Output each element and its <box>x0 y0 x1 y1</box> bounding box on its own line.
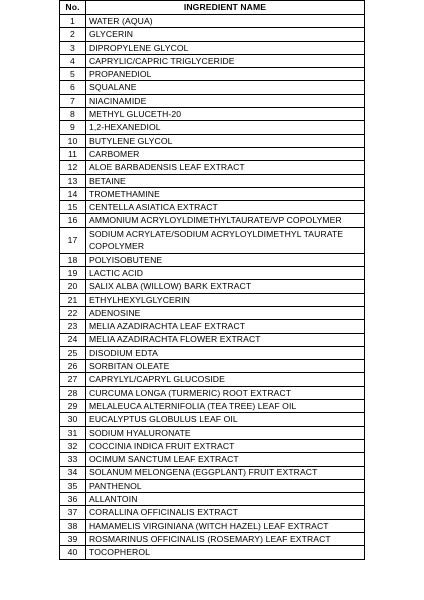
row-number: 11 <box>60 147 86 160</box>
header-ingredient-name: INGREDIENT NAME <box>86 1 365 15</box>
table-row <box>60 426 365 439</box>
table-row <box>60 333 365 346</box>
row-number: 25 <box>60 346 86 359</box>
row-number: 5 <box>60 68 86 81</box>
row-number: 31 <box>60 426 86 439</box>
table-row <box>60 147 365 160</box>
ingredient-name: BUTYLENE GLYCOL <box>86 134 365 147</box>
ingredient-name: SODIUM HYALURONATE <box>86 426 365 439</box>
ingredient-name: CAPRYLIC/CAPRIC TRIGLYCERIDE <box>86 54 365 67</box>
table-row <box>60 346 365 359</box>
table-row <box>60 94 365 107</box>
ingredient-name: TOCOPHEROL <box>86 546 365 559</box>
table-row <box>60 546 365 559</box>
ingredient-name: ADENOSINE <box>86 306 365 319</box>
row-number: 21 <box>60 293 86 306</box>
table-row <box>60 28 365 41</box>
header-no: No. <box>60 1 86 15</box>
table-row <box>60 466 365 479</box>
table-row <box>60 386 365 399</box>
table-row <box>60 519 365 532</box>
table-row <box>60 360 365 373</box>
ingredient-name: PROPANEDIOL <box>86 68 365 81</box>
table-header-row <box>60 1 365 15</box>
ingredient-name: CORALLINA OFFICINALIS EXTRACT <box>86 506 365 519</box>
ingredient-name: ETHYLHEXYLGLYCERIN <box>86 293 365 306</box>
row-number: 27 <box>60 373 86 386</box>
row-number: 19 <box>60 267 86 280</box>
table-row <box>60 293 365 306</box>
row-number: 3 <box>60 41 86 54</box>
ingredient-name: SORBITAN OLEATE <box>86 360 365 373</box>
row-number: 28 <box>60 386 86 399</box>
ingredient-table <box>59 0 365 560</box>
table-row <box>60 15 365 28</box>
ingredient-name: CAPRYLYL/CAPRYL GLUCOSIDE <box>86 373 365 386</box>
table-row <box>60 121 365 134</box>
table-body <box>60 15 365 560</box>
table-row <box>60 400 365 413</box>
row-number: 20 <box>60 280 86 293</box>
ingredient-name: SALIX ALBA (WILLOW) BARK EXTRACT <box>86 280 365 293</box>
table-row <box>60 532 365 545</box>
ingredient-name: CARBOMER <box>86 147 365 160</box>
ingredient-name: 1,2-HEXANEDIOL <box>86 121 365 134</box>
table-row <box>60 54 365 67</box>
ingredient-name: METHYL GLUCETH-20 <box>86 108 365 121</box>
row-number: 4 <box>60 54 86 67</box>
table-row <box>60 373 365 386</box>
ingredient-name: MELALEUCA ALTERNIFOLIA (TEA TREE) LEAF OIL <box>86 400 365 413</box>
ingredient-name: SOLANUM MELONGENA (EGGPLANT) FRUIT EXTRACT <box>86 466 365 479</box>
ingredient-name: POLYISOBUTENE <box>86 253 365 266</box>
ingredient-name: SODIUM ACRYLATE/SODIUM ACRYLOYLDIMETHYL TAURATE COPOLYMER <box>86 227 365 253</box>
table-row <box>60 506 365 519</box>
row-number: 40 <box>60 546 86 559</box>
row-number: 22 <box>60 306 86 319</box>
row-number: 10 <box>60 134 86 147</box>
row-number: 8 <box>60 108 86 121</box>
ingredient-name: COCCINIA INDICA FRUIT EXTRACT <box>86 439 365 452</box>
table-row <box>60 134 365 147</box>
row-number: 37 <box>60 506 86 519</box>
ingredient-name: BETAINE <box>86 174 365 187</box>
ingredient-name: TROMETHAMINE <box>86 187 365 200</box>
ingredient-name: PANTHENOL <box>86 479 365 492</box>
table-row <box>60 161 365 174</box>
row-number: 15 <box>60 201 86 214</box>
ingredient-table-container <box>59 0 364 560</box>
row-number: 35 <box>60 479 86 492</box>
row-number: 6 <box>60 81 86 94</box>
row-number: 26 <box>60 360 86 373</box>
table-row <box>60 439 365 452</box>
table-row <box>60 320 365 333</box>
ingredient-name: AMMONIUM ACRYLOYLDIMETHYLTAURATE/VP COPOLYMER <box>86 214 365 227</box>
table-row <box>60 280 365 293</box>
ingredient-name: GLYCERIN <box>86 28 365 41</box>
ingredient-name: HAMAMELIS VIRGINIANA (WITCH HAZEL) LEAF EXTRACT <box>86 519 365 532</box>
ingredient-name: MELIA AZADIRACHTA LEAF EXTRACT <box>86 320 365 333</box>
ingredient-name: NIACINAMIDE <box>86 94 365 107</box>
row-number: 17 <box>60 227 86 253</box>
ingredient-name: ALOE BARBADENSIS LEAF EXTRACT <box>86 161 365 174</box>
table-row <box>60 453 365 466</box>
row-number: 16 <box>60 214 86 227</box>
ingredient-name: EUCALYPTUS GLOBULUS LEAF OIL <box>86 413 365 426</box>
row-number: 7 <box>60 94 86 107</box>
row-number: 2 <box>60 28 86 41</box>
ingredient-name: MELIA AZADIRACHTA FLOWER EXTRACT <box>86 333 365 346</box>
table-row <box>60 81 365 94</box>
ingredient-name: OCIMUM SANCTUM LEAF EXTRACT <box>86 453 365 466</box>
ingredient-name: LACTIC ACID <box>86 267 365 280</box>
table-row <box>60 214 365 227</box>
ingredient-name: DIPROPYLENE GLYCOL <box>86 41 365 54</box>
row-number: 34 <box>60 466 86 479</box>
row-number: 32 <box>60 439 86 452</box>
ingredient-name: ROSMARINUS OFFICINALIS (ROSEMARY) LEAF EXTRACT <box>86 532 365 545</box>
ingredient-name: WATER (AQUA) <box>86 15 365 28</box>
row-number: 39 <box>60 532 86 545</box>
table-row <box>60 201 365 214</box>
table-row <box>60 493 365 506</box>
table-row <box>60 253 365 266</box>
table-row <box>60 267 365 280</box>
ingredient-name: ALLANTOIN <box>86 493 365 506</box>
row-number: 9 <box>60 121 86 134</box>
table-row <box>60 306 365 319</box>
ingredient-name: DISODIUM EDTA <box>86 346 365 359</box>
table-row <box>60 174 365 187</box>
row-number: 29 <box>60 400 86 413</box>
row-number: 33 <box>60 453 86 466</box>
row-number: 36 <box>60 493 86 506</box>
table-row <box>60 227 365 253</box>
row-number: 23 <box>60 320 86 333</box>
ingredient-name: CURCUMA LONGA (TURMERIC) ROOT EXTRACT <box>86 386 365 399</box>
table-row <box>60 68 365 81</box>
row-number: 18 <box>60 253 86 266</box>
table-row <box>60 479 365 492</box>
table-row <box>60 187 365 200</box>
row-number: 12 <box>60 161 86 174</box>
row-number: 14 <box>60 187 86 200</box>
table-row <box>60 108 365 121</box>
row-number: 13 <box>60 174 86 187</box>
row-number: 30 <box>60 413 86 426</box>
row-number: 24 <box>60 333 86 346</box>
ingredient-name: CENTELLA ASIATICA EXTRACT <box>86 201 365 214</box>
table-row <box>60 41 365 54</box>
table-row <box>60 413 365 426</box>
row-number: 38 <box>60 519 86 532</box>
row-number: 1 <box>60 15 86 28</box>
ingredient-name: SQUALANE <box>86 81 365 94</box>
